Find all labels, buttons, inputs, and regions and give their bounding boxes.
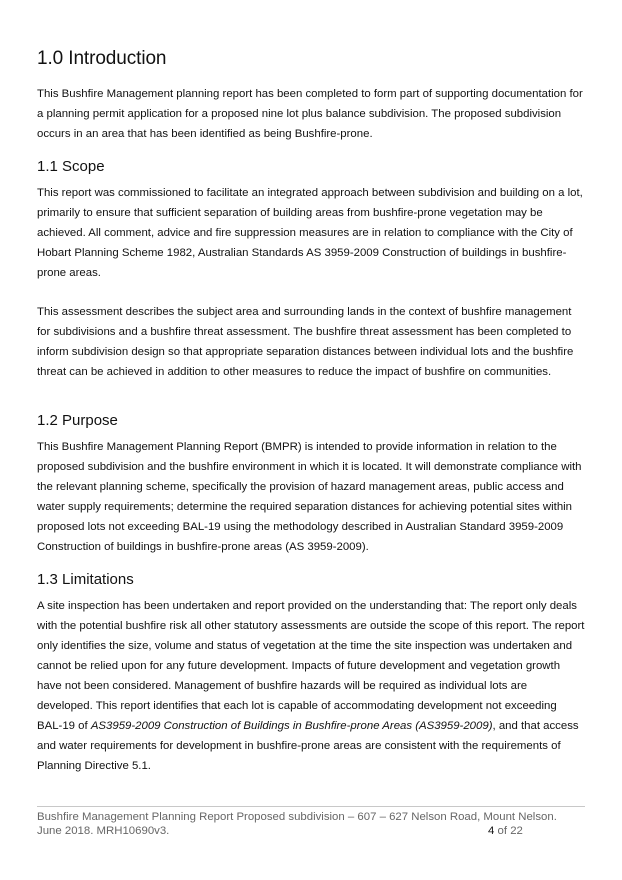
limitations-paragraph <box>37 596 585 776</box>
footer-report-title: Bushfire Management Planning Report Proposed subdivision – 607 – 627 Nelson Road, Mount Nelson. <box>37 811 557 823</box>
page-current: 4 <box>488 825 495 837</box>
page-footer <box>37 806 585 838</box>
page-of-label: of <box>494 825 511 837</box>
section-title-purpose: 1.2 Purpose <box>37 412 118 429</box>
scope-paragraph-1: This report was commissioned to facilitate an integrated approach between subdivision and building on a lot, primarily to ensure that sufficient separation of building areas from bushfire-prone vegetation may be achieved. All comment, advice and fire suppression measures are in relation to compliance with the City of Hobart Planning Scheme 1982, Australian Standards AS 3959-2009 Construction of buildings in bushfire-prone areas. <box>37 187 583 279</box>
scope-paragraph-2: This assessment describes the subject area and surrounding lands in the context of bushfire management for subdivisions and a bushfire threat assessment. The bushfire threat assessment has been completed to inform subdivision design so that appropriate separation distances between individual lots and the bushfire threat can be achieved in addition to other measures to reduce the impact of bushfire on communities. <box>37 306 574 378</box>
page-total: 22 <box>510 825 523 837</box>
limitations-text-end: , and that access and water requirements for development in bushfire-prone areas are consistent with the requirements of Planning Directive 5.1. <box>37 720 579 772</box>
page-number <box>488 824 523 838</box>
section-title-introduction: 1.0 Introduction <box>37 48 167 69</box>
standard-reference: AS3959-2009 Construction of Buildings in Bushfire-prone Areas (AS3959-2009) <box>90 720 493 732</box>
limitations-text-start: A site inspection has been undertaken and report provided on the understanding that: The report only deals with the potential bushfire risk all other statutory assessments are outside the scope of this report. The report only identifies the size, volume and status of vegetation at the time the site inspection was undertaken and cannot be relied upon for any future development. Impacts of future development and vegetation growth have not been considered. Management of bushfire hazards will be required as individual lots are developed. This report identifies that each lot is capable of accommodating development not exceeding BAL-19 of <box>37 600 585 732</box>
footer-line-2 <box>37 824 585 838</box>
footer-date-version: June 2018. MRH10690v3. <box>37 825 170 837</box>
section-title-scope: 1.1 Scope <box>37 158 105 175</box>
purpose-paragraph: This Bushfire Management Planning Report (BMPR) is intended to provide information in relation to the proposed subdivision and the bushfire environment in which it is located. It will demonstrate compliance with the relevant planning scheme, specifically the provision of hazard management areas, public access and water supply requirements; determine the required separation distances for achieving potential sites within proposed lots not exceeding BAL-19 using the methodology described in Australian Standard 3959-2009 Construction of buildings in bushfire-prone areas (AS 3959-2009). <box>37 441 582 553</box>
document-page <box>37 48 585 776</box>
introduction-paragraph: This Bushfire Management planning report has been completed to form part of supporting documentation for a planning permit application for a proposed nine lot plus balance subdivision. The proposed subdivision occurs in an area that has been identified as being Bushfire-prone. <box>37 88 583 140</box>
section-title-limitations: 1.3 Limitations <box>37 571 134 588</box>
